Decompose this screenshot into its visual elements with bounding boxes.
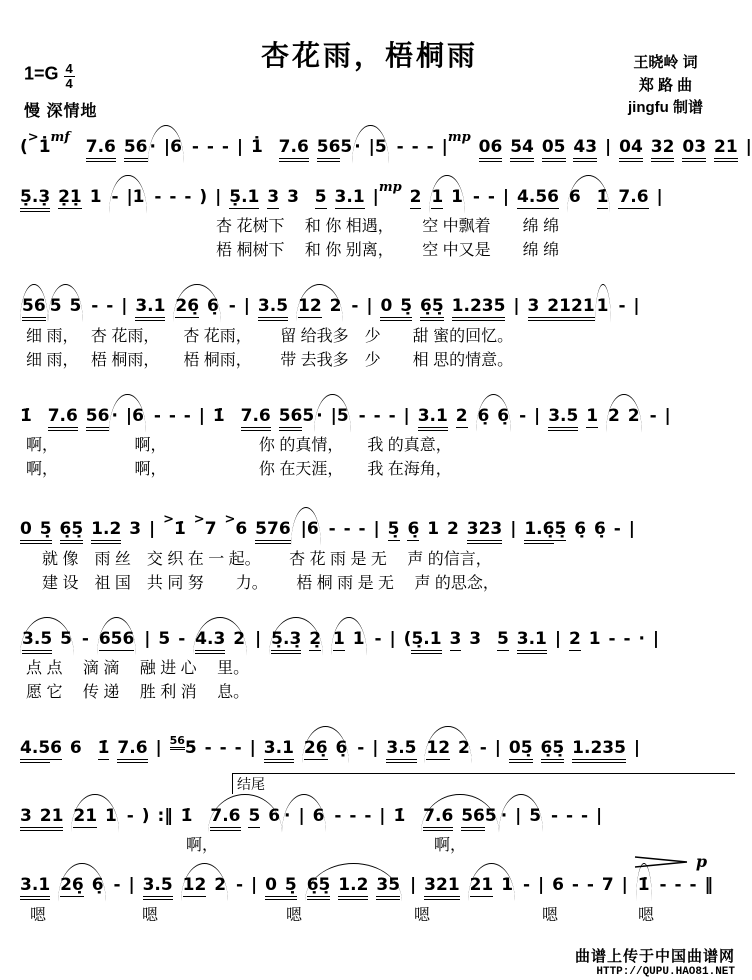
music-system-8 bbox=[20, 775, 735, 859]
lyric-line: 啊， 啊， bbox=[186, 837, 467, 855]
music-system-6 bbox=[20, 620, 735, 706]
music-system-9 bbox=[20, 852, 735, 928]
time-signature bbox=[64, 62, 75, 90]
notation-line: 3.1 26 6 - | 3.5 12 2 - | 0 5 65 1.2 35 | 321 21 1 - | 6 - - 7 | 1 - - - ‖ bbox=[20, 866, 735, 904]
music-system-3 bbox=[20, 287, 735, 373]
notation-line: 3 21 21 1 - ) :‖ 1 7.6 5 6 · | 6 - - - | 1 7.6 565 · | 5 - - - | bbox=[20, 797, 735, 835]
music-system-5 bbox=[20, 506, 735, 596]
lyric-line: 啊， 啊， 你 的真情， 我 的真意， bbox=[26, 437, 452, 455]
notation-line: 5.3 21 1 - |1 - - - ) | 5.1 3 3 5 3.1 $|^{mp}$ 2 1 1 - - | 4.56 6 1 7.6 | bbox=[20, 174, 735, 216]
notation-line: 4.56 6 1 7.6 | $^{56}$5 - - - | 3.1 26 6 - | 3.5 12 2 - | 05 65 1.235 | bbox=[20, 729, 735, 767]
lyric-line: 梧 桐树下 和 你 别离， 空 中又是 绵 绵 bbox=[216, 242, 560, 260]
notation-line: 3.5 5 - 656 | 5 - 4.3 2 | 5.3 2 1 1 - | (5.1 3 3 5 3.1 | 2 1 - - · | bbox=[20, 620, 735, 658]
notation-line: 0 5 65 1.2 3 | >1 >7 >6 576 |6 - - - | 5 6 1 2 323 | 1.65 6 6 - | bbox=[20, 506, 735, 548]
final-dynamic bbox=[633, 852, 707, 871]
lyric-line: 愿 它 传 递 胜 利 消 息。 bbox=[26, 684, 250, 702]
credit-lyricist: 王晓岭 词 bbox=[633, 54, 698, 71]
lyric-line: 啊， 啊， 你 在天涯， 我 在海角， bbox=[26, 461, 452, 479]
footer bbox=[575, 945, 735, 978]
footer-url: HTTP://QUPU.HAO81.NET bbox=[596, 966, 735, 978]
ending-label: 结尾 bbox=[237, 775, 265, 792]
tempo-marking: 慢 深情地 bbox=[24, 103, 98, 120]
music-system-4 bbox=[20, 397, 735, 483]
lyric-line: 就 像 雨 丝 交 织 在 一 起。 杏 花 雨 是 无 声 的信言， bbox=[42, 550, 492, 568]
music-system-2 bbox=[20, 174, 735, 264]
notation-line: ($^>1^{mf}$ 7.6 56 · |6 - - - | 1 7.6 565 · |5 - - - $|^{mp}$ 06 54 05 43 | 04 32 03 21 | bbox=[20, 124, 735, 166]
page-title: 杏花雨，梧桐雨 bbox=[260, 39, 478, 72]
notation-line: 1 7.6 56 · |6 - - - | 1 7.6 565 · |5 - - - | 3.1 2 6 6 - | 3.5 1 2 2 - | bbox=[20, 397, 735, 435]
credits-block bbox=[628, 52, 703, 120]
key-signature-text: 1=G bbox=[24, 63, 59, 84]
footer-site: 曲谱上传于中国曲谱网 bbox=[574, 948, 735, 965]
lyric-line: 嗯 嗯 嗯 嗯 嗯 嗯 bbox=[30, 906, 655, 924]
lyric-line: 杏 花树下 和 你 相遇， 空 中飘着 绵 绵 bbox=[216, 218, 560, 236]
lyric-line: 细 雨， 梧 桐雨， 梧 桐雨， 带 去我多 少 相 思的情意。 bbox=[26, 351, 514, 369]
lyric-line: 点 点 滴 滴 融 进 心 里。 bbox=[26, 660, 250, 678]
time-denominator: 4 bbox=[65, 75, 73, 91]
credit-transcriber: jingfu 制谱 bbox=[628, 99, 703, 116]
lyric-line: 建 设 祖 国 共 同 努 力。 梧 桐 雨 是 无 声 的思念， bbox=[42, 574, 499, 592]
time-numerator: 4 bbox=[65, 61, 73, 76]
dynamic-p: p bbox=[695, 852, 707, 872]
lyric-line: 细 雨， 杏 花雨， 杏 花雨， 留 给我多 少 甜 蜜的回忆。 bbox=[26, 327, 514, 345]
score-header bbox=[0, 0, 739, 124]
notation-line: 56 5 5 - - | 3.1 26 6 - | 3.5 12 2 - | 0 5 65 1.235 | 3 2121 1 - | bbox=[20, 287, 735, 325]
music-system-1 bbox=[20, 124, 752, 166]
music-sheet bbox=[0, 124, 752, 928]
key-signature bbox=[24, 62, 75, 90]
decrescendo-icon bbox=[633, 856, 691, 868]
ending-bracket bbox=[232, 773, 735, 794]
credit-composer: 郑 路 曲 bbox=[638, 76, 693, 94]
music-system-7 bbox=[20, 729, 735, 767]
